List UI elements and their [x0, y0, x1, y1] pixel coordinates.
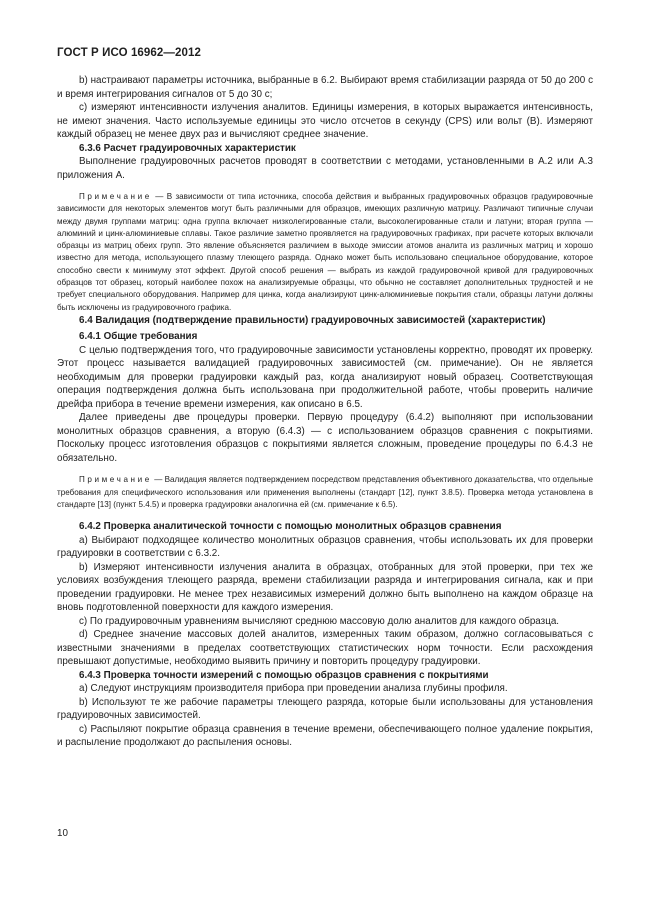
note-text: — В зависимости от типа источника, способа действия и выбранных градуировочных образцов градуировочные зависимости для некоторых элементов могут быть различными для образцов, имеющих различную матрицу. Различают типичные случаи между двумя группами матриц: одна группа включает низколегированные стали, высоколегированные стали и латуни; вторая группа — алюминий и цинк-алюминиевые сплавы. Такое различие заметно проявляется на градуировочных графиках, при расчете которых включали образцы из матриц обеих групп. Это явление объясняется различием в выходе эмиссии атомов аналита из различных матриц и хорошо известно для метода, использующего плазму тлеющего разряда. Однако может быть использовано специальное оборудование, которое способно свести к минимуму этот эффект. Другой способ решения — выбрать из каждой градуировочной кривой для градуировочных образцов тот образец, который наиболее похож на анализируемые образцы, что обычно не составляет дополнительных трудностей и не требует специального оборудования. Например для цинка, когда анализируют цинк-алюминиевые покрытия стали, образцы латуни должны быть исключены из градуировочного графика. [57, 192, 593, 312]
paragraph-calc: Выполнение градуировочных расчетов проводят в соответствии с методами, установленными в А.2 или А.3 приложения А. [57, 156, 593, 181]
paragraph-validation-intro: С целью подтверждения того, что градуировочные зависимости установлены корректно, проводят их проверку. Этот процесс называется валидацией градуировочных зависимостей (см. примечание). Он не является необходимым для проверки градуировки каждый раз, когда анализируют новый образец. Соответствующая операция подтверждения должна быть использована при продолжительной работе, чтобы проверить наличие дрейфа прибора в течение времени измерения, как описано в 6.5. [57, 344, 593, 410]
section-heading-6-4-3: 6.4.3 Проверка точности измерений с помощью образцов сравнения с покрытиями [79, 669, 489, 681]
paragraph-procedures: Далее приведены две процедуры проверки. Первую процедуру (6.4.2) выполняют при использовании монолитных образцов сравнения, а вторую (6.4.3) — с использованием образцов сравнения с покрытиями. Поскольку процесс изготовления образцов с покрытиями является сложным, проведение процедуры по 6.4.3 не обязательно. [57, 412, 593, 464]
note-text: — Валидация является подтверждением посредством представления объективного доказательства, что отдельные требования для специфического использования или применения выполнены (стандарт [12], пункт 3.8.5). Проверка метода установлена в стандарте [13] (пункт 5.4.5) и проверка градуировки аналогична ей (см. примечание к 6.5). [57, 475, 593, 510]
paragraph-item-b: b) настраивают параметры источника, выбранные в 6.2. Выбирают время стабилизации разряда от 50 до 200 с и время интегрирования сигналов от 5 до 30 с; [57, 75, 593, 100]
paragraph-item-c3: c) Распыляют покрытие образца сравнения в течение времени, обеспечивающего полное удаление покрытия, и распыление продолжают до распыления основы. [57, 723, 593, 749]
note-block-1 [57, 191, 593, 314]
paragraph-item-a3: a) Следуют инструкциям производителя прибора при проведении анализа глубины профиля. [79, 683, 508, 695]
note-label: Примечание [79, 192, 152, 201]
section-heading-6-4: 6.4 Валидация (подтверждение правильности) градуировочных зависимостей (характеристик) [79, 314, 546, 326]
paragraph-item-c: c) измеряют интенсивности излучения аналитов. Единицы измерения, в которых выражается интенсивность, не имеют значения. Часто используемые единицы это число отсчетов в секунду (CPS) или вольт (В). Измеряют каждый образец не менее двух раз и вычисляют среднее значение. [57, 102, 593, 140]
section-heading-6-3-6: 6.3.6 Расчет градуировочных характеристик [79, 142, 296, 154]
page-number: 10 [57, 828, 68, 839]
section-heading-6-4-2: 6.4.2 Проверка аналитической точности с помощью монолитных образцов сравнения [79, 521, 502, 533]
paragraph-item-d: d) Среднее значение массовых долей аналитов, измеренных таким образом, должно согласовываться с известными значениями в пределах соответствующих статистических норм точности. Если расхождения превышают допустимые, необходимо выявить причину и повторить процедуру градуировки. [57, 629, 593, 668]
paragraph-item-a: a) Выбирают подходящее количество монолитных образцов сравнения, чтобы использовать их для проверки градуировки в соответствии с 6.3.2. [57, 534, 593, 560]
paragraph-item-b3: b) Используют те же рабочие параметры тлеющего разряда, которые были использованы для установления градуировочных зависимостей. [57, 696, 593, 722]
note-block-2 [57, 474, 593, 511]
section-heading-6-4-1: 6.4.1 Общие требования [79, 331, 198, 343]
paragraph-item-b2: b) Измеряют интенсивности излучения аналита в образцах, отобранных для этой проверки, при тех же условиях возбуждения тлеющего разряда, времени стабилизации разряда и интегрирования сигнала, как и при проведении градуировки. Не менее трех независимых измерений должно быть выполнено на каждом образце на вновь подготовленной поверхности для каждого измерения. [57, 561, 593, 614]
page-content [57, 74, 593, 750]
paragraph-item-c2: c) По градуировочным уравнениям вычисляют среднюю массовую долю аналитов для каждого образца. [79, 615, 560, 627]
note-label: Примечание [79, 475, 152, 485]
standard-header: ГОСТ Р ИСО 16962—2012 [57, 47, 202, 59]
